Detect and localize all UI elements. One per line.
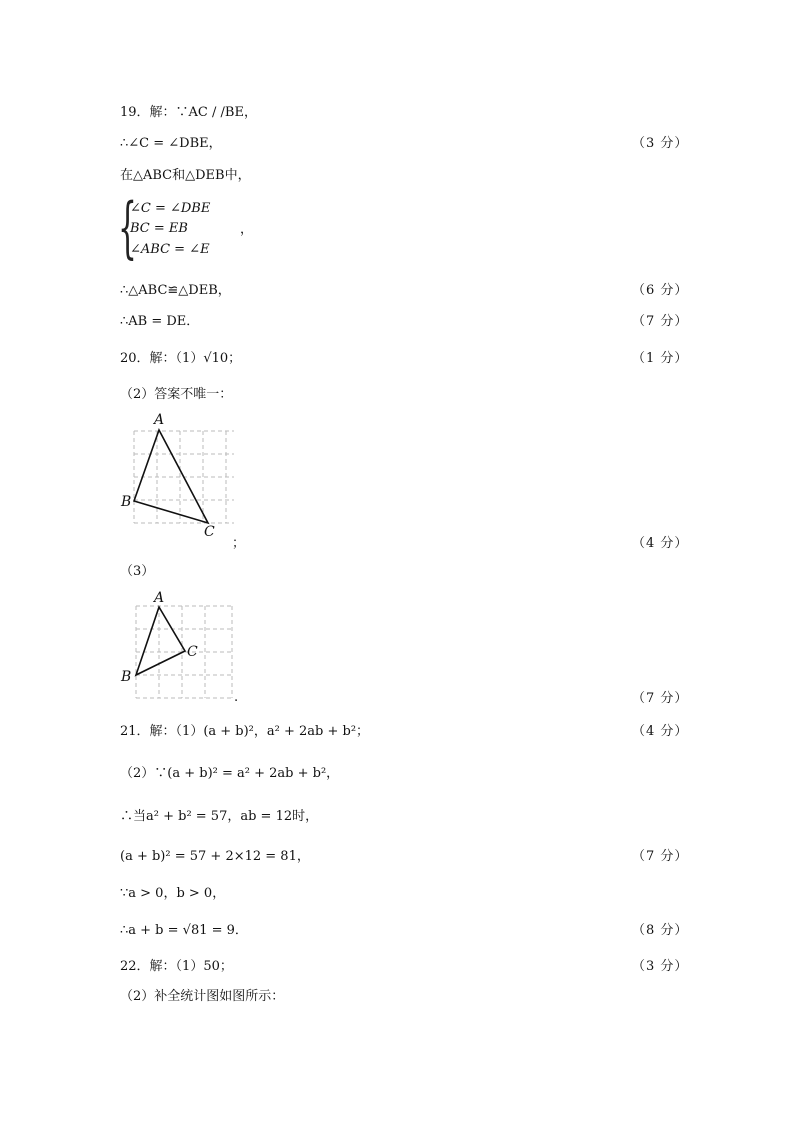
q19-congruent: ∴△ABC≌△DEB， — [120, 283, 231, 298]
label-b: B — [121, 494, 132, 510]
score-7c: （7 分） — [632, 849, 689, 864]
q21-result: ∴a + b = √81 = 9． — [120, 923, 248, 938]
q19-intro: 19．解：∵AC / /BE， — [120, 105, 257, 120]
q22-part2: （2）补全统计图如图所示： — [120, 989, 285, 1004]
q19-conclusion: ∴AB = DE． — [120, 314, 200, 329]
q21-part1: 21．解：（1）(a + b)²，a² + 2ab + b²； — [120, 724, 370, 739]
score-3b: （3 分） — [632, 959, 689, 974]
grid-triangle-figure-1 — [118, 410, 248, 540]
grid-triangle-figure-2 — [118, 588, 248, 703]
q21-part2: （2）∵(a + b)² = a² + 2ab + b²， — [120, 766, 340, 781]
score-7a: （7 分） — [632, 314, 689, 329]
triangle-abc-2 — [136, 607, 185, 675]
q19-angle-equal: ∴∠C = ∠DBE， — [120, 136, 222, 151]
condition-1: ∠C = ∠DBE — [130, 201, 211, 216]
label-b-2: B — [121, 669, 132, 685]
condition-comma: ， — [240, 222, 254, 237]
score-4b: （4 分） — [632, 724, 689, 739]
score-1: （1 分） — [632, 351, 689, 366]
q21-calc: (a + b)² = 57 + 2×12 = 81， — [120, 849, 310, 864]
q21-given: ∴当a² + b² = 57，ab = 12时， — [120, 809, 319, 824]
condition-2: BC = EB — [130, 221, 188, 236]
q20-part1: 20．解：（1）√10； — [120, 351, 242, 366]
q20-part2: （2）答案不唯一： — [120, 387, 233, 402]
score-8: （8 分） — [632, 923, 689, 938]
score-4a: （4 分） — [632, 536, 689, 551]
fig2-period: . — [234, 690, 239, 705]
q20-part3: （3） — [120, 564, 155, 579]
label-a: A — [154, 412, 165, 428]
score-6: （6 分） — [632, 283, 689, 298]
score-7b: （7 分） — [632, 691, 689, 706]
label-a-2: A — [154, 590, 165, 606]
q19-condition-system — [118, 189, 258, 266]
fig1-semicolon: ； — [232, 536, 246, 551]
score-3: （3 分） — [632, 136, 689, 151]
q21-positive: ∵a > 0，b > 0， — [120, 886, 226, 901]
q22-part1: 22．解：（1）50； — [120, 959, 233, 974]
label-c: C — [204, 524, 215, 540]
q19-triangles: 在△ABC和△DEB中， — [120, 168, 251, 183]
left-brace-icon: { — [118, 189, 137, 266]
label-c-2: C — [187, 644, 198, 660]
condition-3: ∠ABC = ∠E — [130, 242, 210, 257]
